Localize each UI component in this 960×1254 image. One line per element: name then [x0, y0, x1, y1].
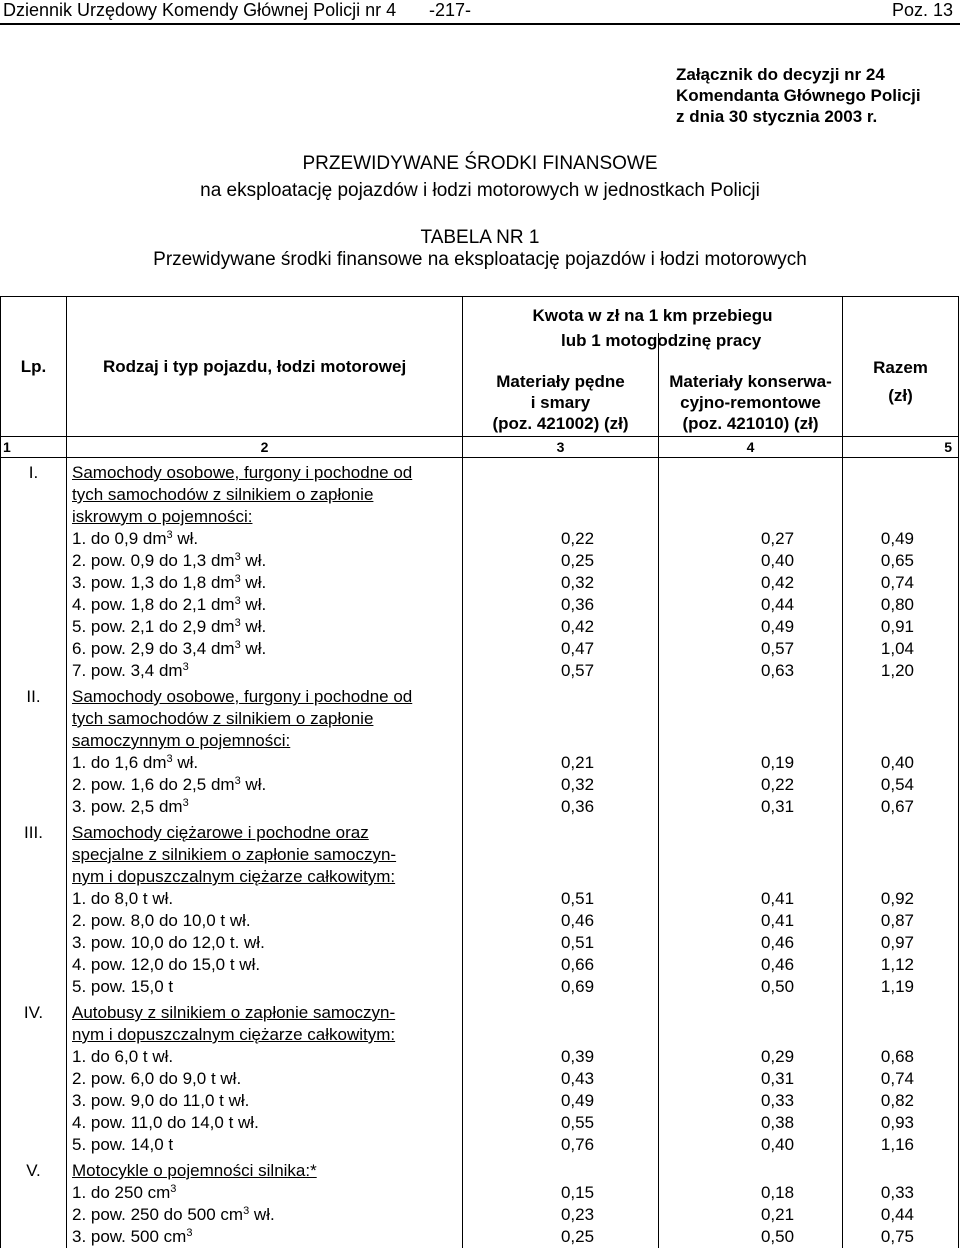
fuel-cost-column [463, 998, 659, 1156]
total-cost-value: 0,65 [880, 551, 914, 570]
total-cost-value: 0,91 [880, 617, 914, 636]
maintenance-cost-value: 0,40 [760, 1135, 795, 1154]
section-lp: II. [1, 682, 67, 818]
maintenance-cost-value: 0,31 [760, 1069, 795, 1088]
section-row [1, 998, 959, 1156]
header-total [843, 297, 959, 437]
category-suffix: wł. [240, 617, 267, 636]
fuel-cost-value: 0,25 [560, 551, 595, 570]
vehicle-category [72, 1068, 462, 1090]
fuel-cost-value: 0,76 [560, 1135, 595, 1154]
total-cost-value: 0,92 [880, 889, 914, 908]
total-cost-value: 0,54 [880, 775, 914, 794]
header-fuel-code: (poz. 421002) (zł) [492, 414, 629, 433]
maintenance-cost-value: 0,50 [760, 977, 795, 996]
section-title-line: samoczynnym o pojemności: [72, 731, 291, 750]
fuel-cost-value: 0,23 [560, 1205, 595, 1224]
table-body [1, 437, 959, 1249]
fuel-cost-value: 0,55 [560, 1113, 595, 1132]
vehicle-category [72, 1182, 462, 1204]
header-rule [0, 23, 960, 25]
total-cost-value: 1,04 [880, 639, 914, 658]
vehicle-category [72, 910, 462, 932]
category-label: 5. pow. 14,0 t [72, 1135, 174, 1154]
category-label: 3. pow. 500 cm [72, 1227, 187, 1246]
category-label: 1. do 250 cm [72, 1183, 171, 1202]
column-numbers-row [1, 437, 959, 458]
vehicle-category [72, 976, 462, 998]
category-label: 1. do 8,0 t wł. [72, 889, 174, 908]
category-suffix: wł. [249, 1205, 275, 1224]
fuel-cost-value: 0,32 [560, 573, 595, 592]
page-header [3, 0, 953, 22]
total-cost-value: 0,93 [880, 1113, 914, 1132]
colnum: 4 [659, 437, 843, 458]
maintenance-cost-value: 0,44 [760, 595, 795, 614]
maintenance-cost-value: 0,33 [760, 1091, 795, 1110]
vehicle-category [72, 1134, 462, 1156]
vehicle-category [72, 932, 462, 954]
maintenance-cost-column [659, 998, 843, 1156]
total-cost-value: 0,68 [880, 1047, 914, 1066]
colnum: 2 [67, 437, 463, 458]
total-cost-value: 0,80 [880, 595, 914, 614]
maintenance-cost-value: 0,57 [760, 639, 795, 658]
maintenance-cost-value: 0,49 [760, 617, 795, 636]
attachment-line: Komendanta Głównego Policji [676, 86, 921, 105]
category-suffix: wł. [240, 595, 267, 614]
category-label: 7. pow. 3,4 dm [72, 661, 183, 680]
fuel-cost-value: 0,57 [560, 661, 595, 680]
unit-exponent: 3 [170, 1183, 177, 1195]
fuel-cost-value: 0,43 [560, 1069, 595, 1088]
maintenance-cost-value: 0,50 [760, 1227, 795, 1246]
colnum: 5 [843, 437, 959, 458]
page-number: -217- [429, 0, 472, 20]
colnum: 3 [463, 437, 659, 458]
section-lp: I. [1, 458, 67, 683]
vehicle-category [72, 888, 462, 910]
category-suffix: wł. [240, 775, 267, 794]
unit-exponent: 3 [186, 1227, 193, 1239]
category-label: 3. pow. 2,5 dm [72, 797, 183, 816]
category-label: 4. pow. 12,0 do 15,0 t wł. [72, 955, 261, 974]
category-label: 4. pow. 11,0 do 14,0 t wł. [72, 1113, 259, 1132]
category-label: 3. pow. 1,3 do 1,8 dm [72, 573, 235, 592]
fuel-cost-value: 0,21 [560, 753, 595, 772]
maintenance-cost-value: 0,42 [760, 573, 795, 592]
section-title-line: tych samochodów z silnikiem o zapłonie [72, 709, 374, 728]
total-cost-column [843, 458, 959, 683]
category-label: 1. do 6,0 t wł. [72, 1047, 174, 1066]
category-suffix: wł. [240, 639, 267, 658]
fuel-cost-column [463, 818, 659, 998]
header-fuel: lub 1 motogodzinę pracy Materiały pędne i smary (poz. 421002) (zł) [463, 333, 659, 437]
total-cost-value: 0,33 [880, 1183, 914, 1202]
attachment-note [676, 64, 921, 127]
attachment-line: Załącznik do decyzji nr 24 [676, 65, 885, 84]
fuel-cost-value: 0,69 [560, 977, 595, 996]
table-subtitle: Przewidywane środki finansowe na eksploatację pojazdów i łodzi motorowych [153, 249, 807, 270]
section-title-line: tych samochodów z silnikiem o zapłonie [72, 485, 374, 504]
maintenance-cost-value: 0,46 [760, 933, 795, 952]
header-fuel-line: Materiały pędne [496, 372, 625, 391]
header-lp: Lp. [1, 297, 67, 437]
maintenance-cost-value: 0,19 [760, 753, 795, 772]
section-title-line: specjalne z silnikiem o zapłonie samoczyn- [72, 845, 397, 864]
maintenance-cost-value: 0,41 [760, 889, 795, 908]
total-cost-value: 0,74 [880, 1069, 914, 1088]
unit-exponent: 3 [243, 1205, 250, 1217]
category-label: 6. pow. 2,9 do 3,4 dm [72, 639, 235, 658]
fuel-cost-value: 0,15 [560, 1183, 595, 1202]
header-amount-line: Kwota w zł na 1 km przebiegu [532, 306, 773, 326]
category-label: 2. pow. 8,0 do 10,0 t wł. [72, 911, 251, 930]
fuel-cost-value: 0,51 [560, 889, 595, 908]
section-row [1, 682, 959, 818]
vehicle-category [72, 660, 462, 682]
finance-table-wrapper [0, 296, 958, 1248]
vehicle-category [72, 752, 462, 774]
maintenance-cost-column [659, 818, 843, 998]
unit-exponent: 3 [182, 797, 189, 809]
section-title-line: Autobusy z silnikiem o zapłonie samoczyn- [72, 1003, 396, 1022]
fuel-cost-column [463, 458, 659, 683]
maintenance-cost-value: 0,31 [760, 797, 795, 816]
header-total-line: Razem [873, 357, 928, 377]
vehicle-category [72, 1090, 462, 1112]
vehicle-category [72, 528, 462, 550]
total-cost-value: 0,67 [880, 797, 914, 816]
unit-exponent: 3 [234, 775, 241, 787]
maintenance-cost-value: 0,29 [760, 1047, 795, 1066]
header-maint-line: cyjno-remontowe [680, 393, 821, 412]
journal-name: Dziennik Urzędowy Komendy Głównej Policji nr 4 [3, 0, 397, 20]
fuel-cost-value: 0,46 [560, 911, 595, 930]
section-title-line: Samochody osobowe, furgony i pochodne od [72, 687, 413, 706]
maintenance-cost-value: 0,27 [760, 529, 795, 548]
header-amount [463, 297, 843, 333]
vehicle-category [72, 616, 462, 638]
maintenance-cost-value: 0,46 [760, 955, 795, 974]
fuel-cost-column [463, 682, 659, 818]
fuel-cost-value: 0,39 [560, 1047, 595, 1066]
total-cost-value: 0,82 [880, 1091, 914, 1110]
section-description [67, 682, 463, 818]
unit-exponent: 3 [166, 753, 173, 765]
maintenance-cost-value: 0,18 [760, 1183, 795, 1202]
section-title-line: nym i dopuszczalnym ciężarze całkowitym: [72, 1025, 396, 1044]
section-description [67, 458, 463, 683]
fuel-cost-value: 0,36 [560, 595, 595, 614]
fuel-cost-value: 0,49 [560, 1091, 595, 1110]
unit-exponent: 3 [166, 529, 173, 541]
fuel-cost-value: 0,51 [560, 933, 595, 952]
maintenance-cost-value: 0,63 [760, 661, 795, 680]
total-cost-value: 0,97 [880, 933, 914, 952]
total-cost-value: 0,74 [880, 573, 914, 592]
fuel-cost-value: 0,32 [560, 775, 595, 794]
section-row [1, 1156, 959, 1248]
fuel-cost-value: 0,42 [560, 617, 595, 636]
table-title: TABELA NR 1 [420, 227, 540, 248]
header-total-unit: (zł) [888, 385, 913, 405]
category-label: 5. pow. 15,0 t [72, 977, 174, 996]
maintenance-cost-value: 0,22 [760, 775, 795, 794]
total-cost-value: 0,40 [880, 753, 914, 772]
maintenance-cost-value: 0,38 [760, 1113, 795, 1132]
header-maint-line: Materiały konserwa- [669, 372, 832, 391]
maintenance-cost-value: 0,41 [760, 911, 795, 930]
category-label: 2. pow. 0,9 do 1,3 dm [72, 551, 235, 570]
section-title-line: iskrowym o pojemności: [72, 507, 253, 526]
unit-exponent: 3 [234, 639, 241, 651]
header-fuel-line: i smary [530, 393, 591, 412]
maintenance-cost-column [659, 458, 843, 683]
vehicle-category [72, 638, 462, 660]
section-description [67, 818, 463, 998]
maintenance-cost-column [659, 1156, 843, 1248]
vehicle-category [72, 1226, 462, 1248]
vehicle-category [72, 954, 462, 976]
category-label: 3. pow. 9,0 do 11,0 t wł. [72, 1091, 250, 1110]
section-description [67, 1156, 463, 1248]
category-label: 4. pow. 1,8 do 2,1 dm [72, 595, 235, 614]
section-lp: III. [1, 818, 67, 998]
total-cost-value: 0,49 [880, 529, 914, 548]
fuel-cost-value: 0,22 [560, 529, 595, 548]
vehicle-category [72, 1112, 462, 1134]
fuel-cost-value: 0,66 [560, 955, 595, 974]
total-cost-column [843, 818, 959, 998]
category-label: 2. pow. 6,0 do 9,0 t wł. [72, 1069, 242, 1088]
fuel-cost-value: 0,25 [560, 1227, 595, 1246]
total-cost-column [843, 998, 959, 1156]
section-lp: V. [1, 1156, 67, 1248]
maintenance-cost-value: 0,40 [760, 551, 795, 570]
vehicle-category [72, 572, 462, 594]
vehicle-category [72, 1204, 462, 1226]
vehicle-category [72, 774, 462, 796]
category-suffix: wł. [172, 753, 199, 772]
vehicle-category [72, 1046, 462, 1068]
unit-exponent: 3 [234, 573, 241, 585]
total-cost-value: 1,19 [880, 977, 914, 996]
vehicle-category [72, 594, 462, 616]
section-title-line: Samochody ciężarowe i pochodne oraz [72, 823, 369, 842]
category-suffix: wł. [240, 551, 267, 570]
position-number: Poz. 13 [891, 0, 953, 20]
category-label: 5. pow. 2,1 do 2,9 dm [72, 617, 235, 636]
category-label: 3. pow. 10,0 do 12,0 t. wł. [72, 933, 265, 952]
section-row [1, 458, 959, 683]
finance-table [0, 296, 959, 1248]
colnum: 1 [1, 437, 67, 458]
total-cost-value: 1,20 [880, 661, 914, 680]
vehicle-category [72, 550, 462, 572]
unit-exponent: 3 [182, 661, 189, 673]
total-cost-value: 1,16 [880, 1135, 914, 1154]
category-label: 2. pow. 250 do 500 cm [72, 1205, 244, 1224]
maintenance-cost-column [659, 682, 843, 818]
section-title-line: Samochody osobowe, furgony i pochodne od [72, 463, 413, 482]
total-cost-value: 0,75 [880, 1227, 914, 1246]
section-lp: IV. [1, 998, 67, 1156]
maintenance-cost-value: 0,21 [760, 1205, 795, 1224]
total-cost-value: 0,87 [880, 911, 914, 930]
header-vehicle-type: Rodzaj i typ pojazdu, łodzi motorowej [67, 297, 463, 437]
main-title: PRZEWIDYWANE ŚRODKI FINANSOWE [302, 153, 658, 174]
category-label: 1. do 0,9 dm [72, 529, 167, 548]
category-suffix: wł. [240, 573, 267, 592]
fuel-cost-value: 0,36 [560, 797, 595, 816]
unit-exponent: 3 [234, 551, 241, 563]
main-subtitle: na eksploatację pojazdów i łodzi motorowych w jednostkach Policji [200, 180, 760, 201]
total-cost-value: 1,12 [880, 955, 914, 974]
vehicle-category [72, 796, 462, 818]
attachment-line: z dnia 30 stycznia 2003 r. [676, 107, 878, 126]
category-suffix: wł. [172, 529, 199, 548]
section-title-line: Motocykle o pojemności silnika:* [72, 1161, 317, 1180]
total-cost-value: 0,44 [880, 1205, 914, 1224]
section-row [1, 818, 959, 998]
section-description [67, 998, 463, 1156]
unit-exponent: 3 [234, 595, 241, 607]
category-label: 1. do 1,6 dm [72, 753, 167, 772]
unit-exponent: 3 [234, 617, 241, 629]
section-title-line: nym i dopuszczalnym ciężarze całkowitym: [72, 867, 396, 886]
total-cost-column [843, 1156, 959, 1248]
header-maint-code: (poz. 421010) (zł) [682, 414, 819, 433]
fuel-cost-column [463, 1156, 659, 1248]
fuel-cost-value: 0,47 [560, 639, 595, 658]
total-cost-column [843, 682, 959, 818]
category-label: 2. pow. 1,6 do 2,5 dm [72, 775, 235, 794]
